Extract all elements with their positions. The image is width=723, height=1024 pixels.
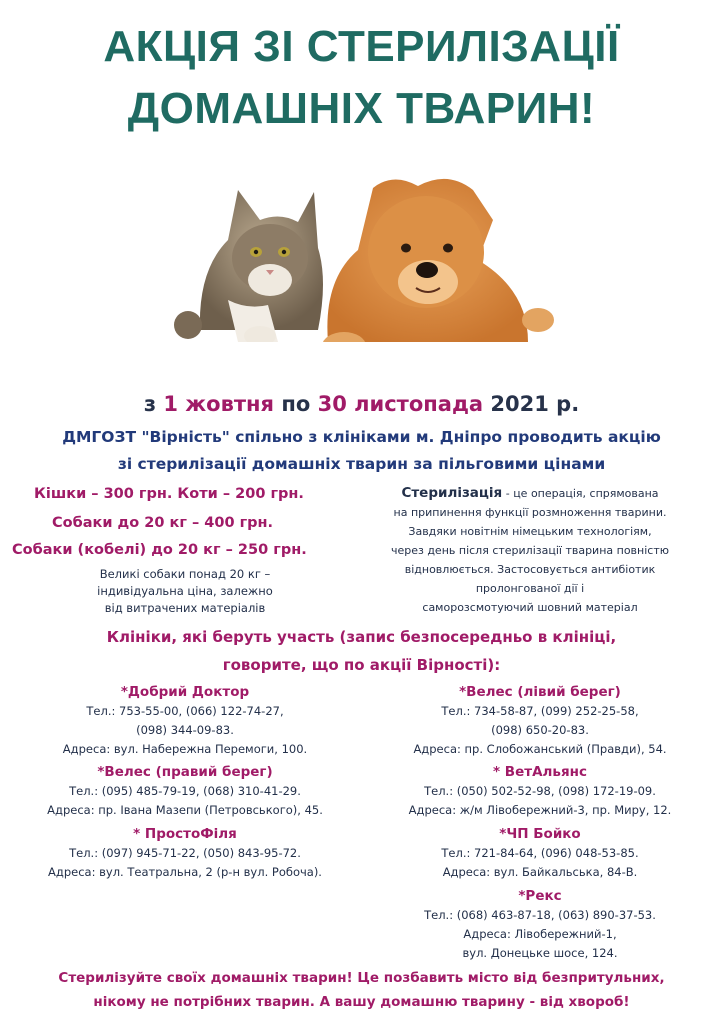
clinic-veles-left-bank: *Велес (лівий берег) Тел.: 734-58-87, (099) 252-25-58, (098) 650-20-83. Адреса: пр. Слобожанський (Правди), 54. (413, 684, 667, 756)
clinic-dobryi-doktor: *Добрий Доктор Тел.: 753-55-00, (066) 122-74-27, (098) 344-09-83. Адреса: вул. Набережна Перемоги, 100. (62, 684, 308, 756)
intro-line-1: ДМГОЗТ "Вірність" спільно з клініками м. Дніпро проводить акцію (62, 428, 661, 446)
cat-and-dog-photo (168, 160, 558, 388)
clinic-chp-boiko: *ЧП Бойко Тел.: 721-84-64, (096) 048-53-85. Адреса: вул. Байкальська, 84-В. (441, 826, 639, 879)
footer-line-2: нікому не потрібних тварин. А вашу домашню тварину - від хвороб! (93, 994, 630, 1010)
cat-image (174, 190, 323, 346)
price-dogs: Собаки до 20 кг – 400 грн. (52, 515, 274, 531)
price-male-dogs: Собаки (кобелі) до 20 кг – 250 грн. (12, 542, 307, 558)
intro-line-2: зі стерилізації домашніх тварин за пільговими цінами (117, 455, 606, 473)
promo-dates: з 1 жовтня по 30 листопада 2021 р. (143, 392, 580, 416)
title-line-2: ДОМАШНІХ ТВАРИН! (127, 84, 596, 133)
clinic-veles-right-bank: *Велес (правий берег) Тел.: (095) 485-79-19, (068) 310-41-29. Адреса: пр. Івана Мазепи (Петровського), 45. (47, 764, 323, 817)
title-line-1: АКЦІЯ ЗІ СТЕРИЛІЗАЦІЇ (103, 22, 620, 71)
clinic-reks: *Рекс Тел.: (068) 463-87-18, (063) 890-37-53. Адреса: Лівобережний-1, вул. Донецьке шосе, 124. (424, 888, 656, 960)
dog-image (322, 179, 554, 360)
clinics-heading-line-1: Клініки, які беруть участь (запис безпосередньо в клініці, (106, 628, 617, 646)
price-cats: Кішки – 300 грн. Коти – 200 грн. (34, 486, 304, 502)
clinic-vetalians: * ВетАльянс Тел.: (050) 502-52-98, (098) 172-19-09. Адреса: ж/м Лівобережний-3, пр. Миру, 12. (408, 764, 672, 817)
big-dogs-note: Великі собаки понад 20 кг – індивідуальна ціна, залежно від витрачених матеріалів (97, 567, 273, 615)
sterilization-info: Стерилізація - це операція, спрямована на припинення функції розмноження тварини. Завдяки новітнім німецьким технологіям, через день після стерилізації тварина повністю відновлюється. Застосовується антибіотик пролонгованої дії і саморозсмотуючий шовний матеріал (390, 485, 670, 614)
clinics-heading-line-2: говорите, що по акції Вірності): (222, 656, 501, 674)
footer-line-1: Стерилізуйте своїх домашніх тварин! Це позбавить місто від безпритульних, (58, 970, 665, 986)
clinic-prostofilia: * ПростоФіля Тел.: (097) 945-71-22, (050) 843-95-72. Адреса: вул. Театральна, 2 (р-н вул. Робоча). (48, 826, 322, 879)
